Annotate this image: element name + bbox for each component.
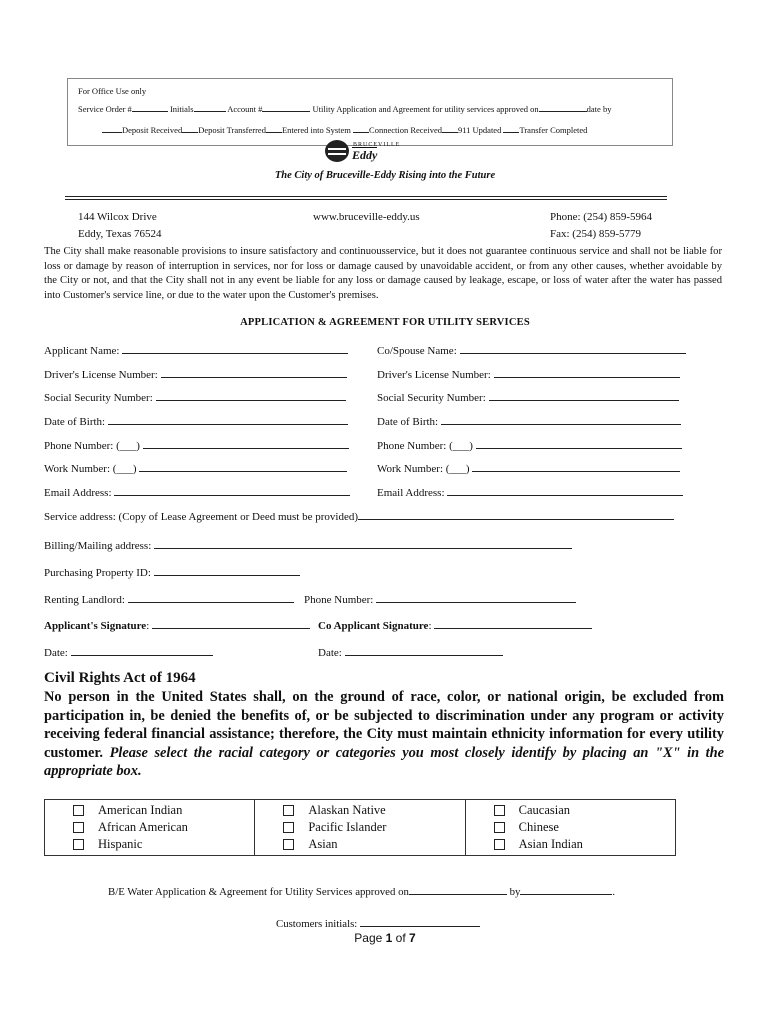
phone-text: Phone: (254) 859-5964 bbox=[550, 211, 653, 223]
checkbox-icon[interactable] bbox=[73, 839, 84, 850]
checkbox-icon[interactable] bbox=[283, 839, 294, 850]
applicant-date-field[interactable]: Date: bbox=[44, 645, 213, 659]
billing-address-field[interactable]: Billing/Mailing address: bbox=[44, 538, 572, 552]
drivers-license-field[interactable]: Driver's License Number: bbox=[44, 367, 347, 381]
applicant-signature-field[interactable]: Applicant's Signature: bbox=[44, 618, 310, 632]
checkbox-icon[interactable] bbox=[73, 805, 84, 816]
divider-bottom bbox=[65, 199, 667, 200]
fax-text: Fax: (254) 859-5779 bbox=[550, 228, 642, 240]
race-column-3 bbox=[465, 800, 675, 856]
liability-disclaimer: The City shall make reasonable provisions to insure satisfactory and continuousservice, but it does not guarantee continuous service and shall not be liable for loss or damage by reason of interruption in services, nor for loss or damage caused by unavoidable accident, or from any other causes, whether avoidable by the City or not, and that the City shall not in any event be liable for any loss or damage caused by leakage, escape, or loss of water after the water has passed into Customer's service line, or due to the water upon the Customer's premises. bbox=[44, 246, 722, 301]
civil-rights-statement: No person in the United States shall, on the ground of race, color, or national origin, be excluded from participation in, be denied the benefits of, or be subjected to discrimination under any program or activity receiving federal financial assistance; therefore, the City must maintain ethnicity information for every utility customer. Please select the racial category or categories you most closely identify by placing an "X" in the appropriate box. bbox=[44, 689, 724, 780]
race-option[interactable]: Caucasian bbox=[494, 802, 675, 819]
approval-line[interactable]: B/E Water Application & Agreement for Utility Services approved on by . bbox=[108, 886, 616, 898]
race-option[interactable]: Chinese bbox=[494, 819, 675, 836]
office-row-2: Deposit Received Deposit Transferred Entered into System Connection Received 911 Updated Transfer Completed bbox=[102, 125, 587, 135]
checkbox-icon[interactable] bbox=[283, 805, 294, 816]
divider-top bbox=[65, 196, 667, 197]
checkbox-icon[interactable] bbox=[73, 822, 84, 833]
phone-number-field[interactable]: Phone Number: (___) bbox=[44, 438, 349, 452]
checkbox-icon[interactable] bbox=[283, 822, 294, 833]
checkbox-icon[interactable] bbox=[494, 822, 505, 833]
address-line-2: Eddy, Texas 76524 bbox=[78, 228, 162, 240]
co-applicant-signature-field[interactable]: Co Applicant Signature: bbox=[318, 618, 592, 632]
landlord-phone-field[interactable]: Phone Number: bbox=[304, 592, 576, 606]
checkbox-icon[interactable] bbox=[494, 805, 505, 816]
race-option[interactable]: American Indian bbox=[73, 802, 254, 819]
race-column-2 bbox=[255, 800, 465, 856]
checkbox-icon[interactable] bbox=[494, 839, 505, 850]
co-dob-field[interactable]: Date of Birth: bbox=[377, 414, 681, 428]
co-spouse-name-field[interactable]: Co/Spouse Name: bbox=[377, 343, 686, 357]
race-option[interactable]: Pacific Islander bbox=[283, 819, 464, 836]
ssn-field[interactable]: Social Security Number: bbox=[44, 390, 346, 404]
co-work-number-field[interactable]: Work Number: (___) bbox=[377, 461, 680, 475]
form-title: APPLICATION & AGREEMENT FOR UTILITY SERVICES bbox=[240, 317, 530, 328]
property-id-field[interactable]: Purchasing Property ID: bbox=[44, 565, 300, 579]
race-option[interactable]: Alaskan Native bbox=[283, 802, 464, 819]
work-number-field[interactable]: Work Number: (___) bbox=[44, 461, 347, 475]
co-phone-number-field[interactable]: Phone Number: (___) bbox=[377, 438, 682, 452]
city-tagline: The City of Bruceville-Eddy Rising into the Future bbox=[274, 170, 496, 181]
race-option[interactable]: Asian Indian bbox=[494, 836, 675, 853]
customer-initials-field[interactable]: Customers initials: bbox=[276, 916, 480, 930]
co-applicant-date-field[interactable]: Date: bbox=[318, 645, 503, 659]
applicant-name-field[interactable]: Applicant Name: bbox=[44, 343, 348, 357]
race-column-1 bbox=[45, 800, 255, 856]
city-logo: BRUCEVILLE Eddy bbox=[325, 140, 417, 166]
co-email-field[interactable]: Email Address: bbox=[377, 485, 683, 499]
co-drivers-license-field[interactable]: Driver's License Number: bbox=[377, 367, 680, 381]
civil-rights-title: Civil Rights Act of 1964 bbox=[44, 670, 196, 686]
email-field[interactable]: Email Address: bbox=[44, 485, 350, 499]
address-line-1: 144 Wilcox Drive bbox=[78, 211, 157, 223]
dob-field[interactable]: Date of Birth: bbox=[44, 414, 348, 428]
race-option[interactable]: African American bbox=[73, 819, 254, 836]
logo-emblem-icon bbox=[325, 140, 349, 162]
page-number: Page 1 of 7 bbox=[354, 931, 416, 945]
renting-landlord-field[interactable]: Renting Landlord: bbox=[44, 592, 294, 606]
race-option[interactable]: Hispanic bbox=[73, 836, 254, 853]
race-option[interactable]: Asian bbox=[283, 836, 464, 853]
website-link[interactable]: www.bruceville-eddy.us bbox=[313, 211, 420, 223]
service-address-field[interactable]: Service address: (Copy of Lease Agreement or Deed must be provided) bbox=[44, 509, 674, 523]
office-row-1: Service Order # Initials Account # Utility Application and Agreement for utility services approved on date by bbox=[78, 104, 612, 114]
racial-category-table bbox=[44, 799, 676, 856]
co-ssn-field[interactable]: Social Security Number: bbox=[377, 390, 679, 404]
office-use-heading: For Office Use only bbox=[78, 86, 147, 96]
